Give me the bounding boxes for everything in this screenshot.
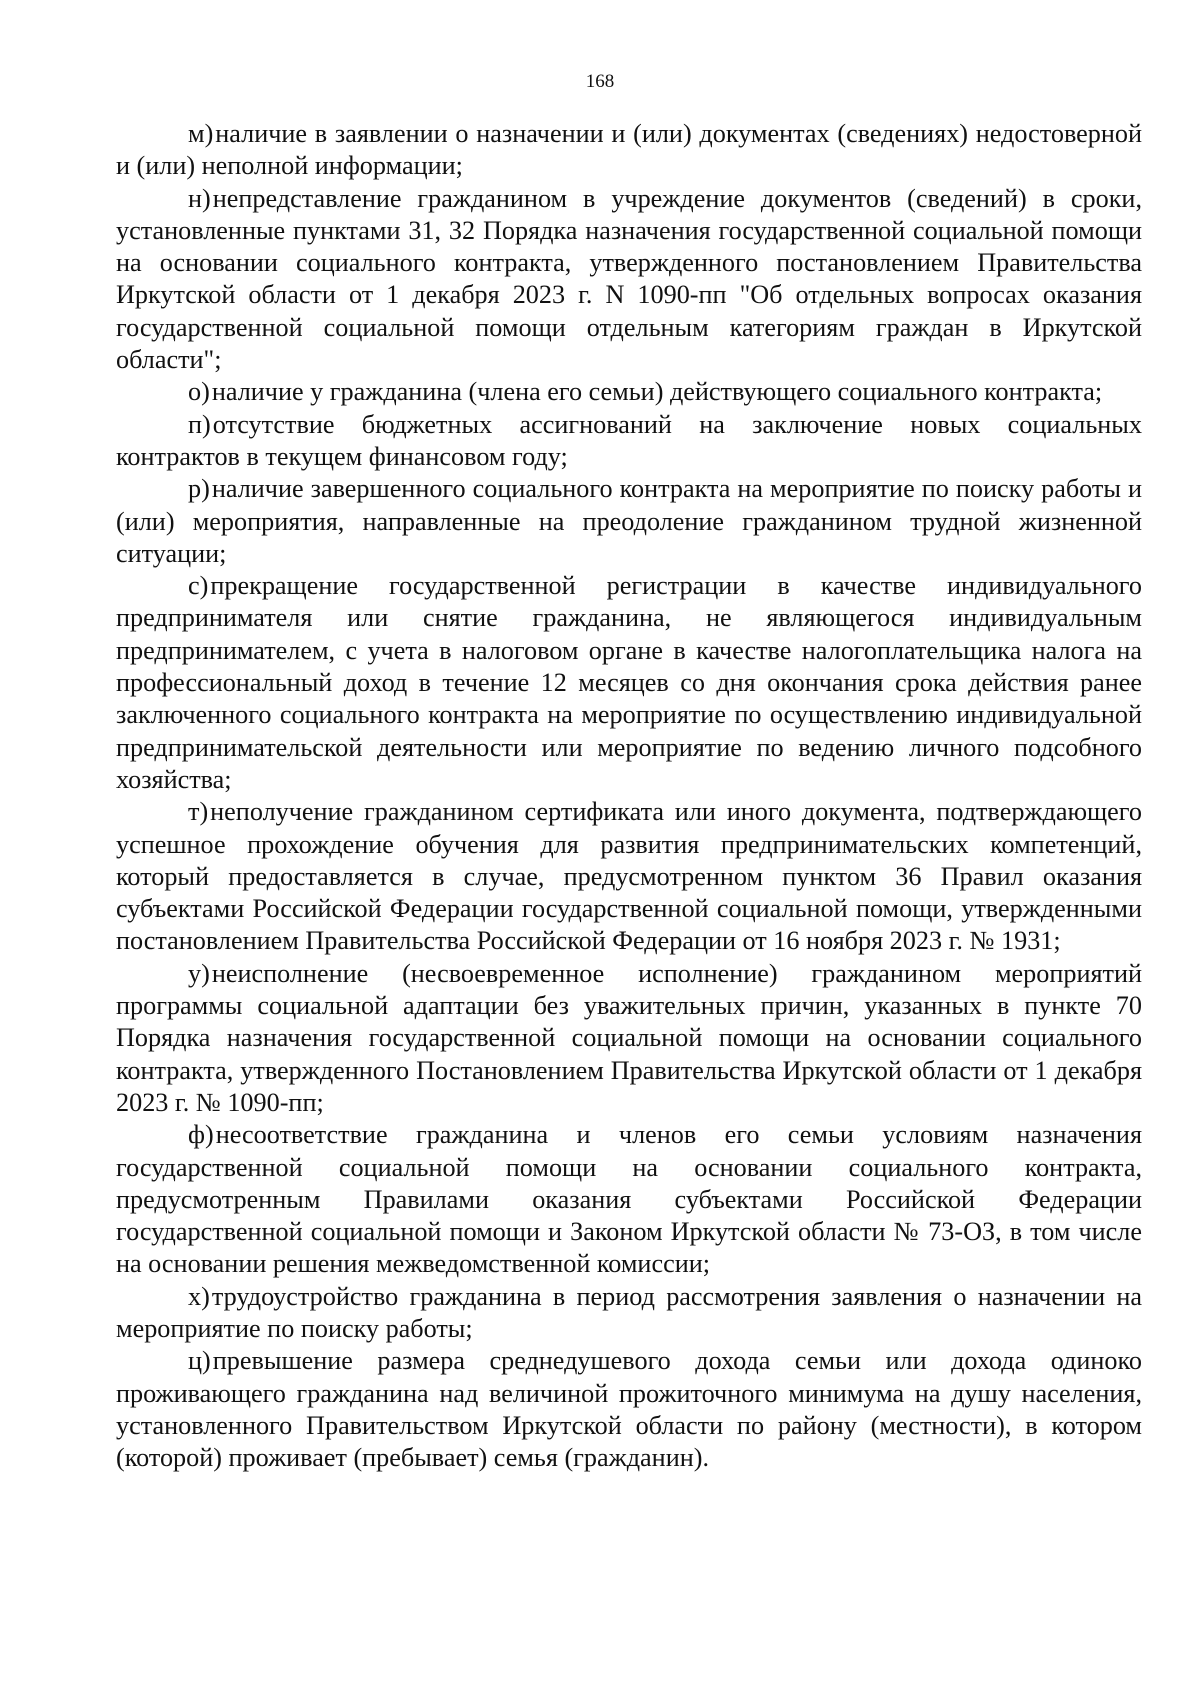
list-item-s: [116, 570, 1142, 796]
list-item-f: [116, 1119, 1142, 1280]
item-marker: р): [188, 474, 210, 504]
item-text: трудоустройство гражданина в период рассмотрения заявления о назначении на мероприятие по поиску работы;: [116, 1281, 1142, 1343]
list-item-o: [116, 376, 1142, 408]
item-text: непредставление гражданином в учреждение документов (сведений) в сроки, установленные пунктами 31, 32 Порядка назначения государственной социальной помощи на основании социального контракта, утвержденного постановлением Правительства Иркутской области от 1 декабря 2023 г. N 1090-пп "Об отдельных вопросах оказания государственной социальной помощи отдельным категориям граждан в Иркутской области";: [116, 183, 1142, 375]
item-text: прекращение государственной регистрации в качестве индивидуального предпринимателя или снятие гражданина, не являющегося индивидуальным предпринимателем, с учета в налоговом органе в качестве налогоплательщика налога на профессиональный доход в течение 12 месяцев со дня окончания срока действия ранее заключенного социального контракта на мероприятие по осуществлению индивидуальной предпринимательской деятельности или мероприятие по ведению личного подсобного хозяйства;: [116, 571, 1142, 794]
item-marker: о): [188, 377, 210, 407]
item-marker: ц): [188, 1346, 211, 1376]
item-marker: м): [188, 119, 214, 148]
list-item-t: [116, 796, 1142, 957]
list-item-kh: [116, 1281, 1142, 1346]
list-item-n: [116, 183, 1142, 377]
item-marker: с): [188, 571, 209, 601]
item-marker: н): [188, 183, 211, 213]
list-item-m: [116, 118, 1142, 183]
document-body: [116, 118, 1142, 1474]
list-item-r: [116, 473, 1142, 570]
item-text: неисполнение (несвоевременное исполнение) гражданином мероприятий программы социальной адаптации без уважительных причин, указанных в пункте 70 Порядка назначения государственной социальной помощи на основании социального контракта, утвержденного Постановлением Правительства Иркутской области от 1 декабря 2023 г. № 1090-пп;: [116, 958, 1142, 1117]
item-text: наличие завершенного социального контракта на мероприятие по поиску работы и (или) мероприятия, направленные на преодоление гражданином трудной жизненной ситуации;: [116, 474, 1142, 568]
item-marker: у): [188, 958, 210, 988]
item-marker: т): [188, 797, 209, 827]
item-text: неполучение гражданином сертификата или иного документа, подтверждающего успешное прохождение обучения для развития предпринимательских компетенций, который предоставляется в случае, предусмотренном пунктом 36 Правил оказания субъектами Российской Федерации государственной социальной помощи, утвержденными постановлением Правительства Российской Федерации от 16 ноября 2023 г. № 1931;: [116, 797, 1142, 956]
item-text: наличие у гражданина (члена его семьи) действующего социального контракта;: [211, 377, 1103, 407]
item-text: несоответствие гражданина и членов его семьи условиям назначения государственной социальной помощи на основании социального контракта, предусмотренным Правилами оказания субъектами Российской Федерации государственной социальной помощи и Законом Иркутской области № 73-ОЗ, в том числе на основании решения межведомственной комиссии;: [116, 1120, 1142, 1279]
item-marker: ф): [188, 1120, 214, 1150]
item-text: наличие в заявлении о назначении и (или) документах (сведениях) недостоверной и (или) неполной информации;: [116, 119, 1142, 181]
item-text: превышение размера среднедушевого дохода семьи или дохода одиноко проживающего гражданина над величиной прожиточного минимума на душу населения, установленного Правительством Иркутской области по району (местности), в котором (которой) проживает (пребывает) семья (гражданин).: [116, 1346, 1142, 1473]
item-marker: х): [188, 1281, 210, 1311]
list-item-p: [116, 409, 1142, 474]
item-marker: п): [188, 409, 211, 439]
list-item-ts: [116, 1345, 1142, 1474]
page-number: 168: [585, 71, 615, 92]
item-text: отсутствие бюджетных ассигнований на заключение новых социальных контрактов в текущем финансовом году;: [116, 409, 1142, 471]
list-item-u: [116, 958, 1142, 1119]
